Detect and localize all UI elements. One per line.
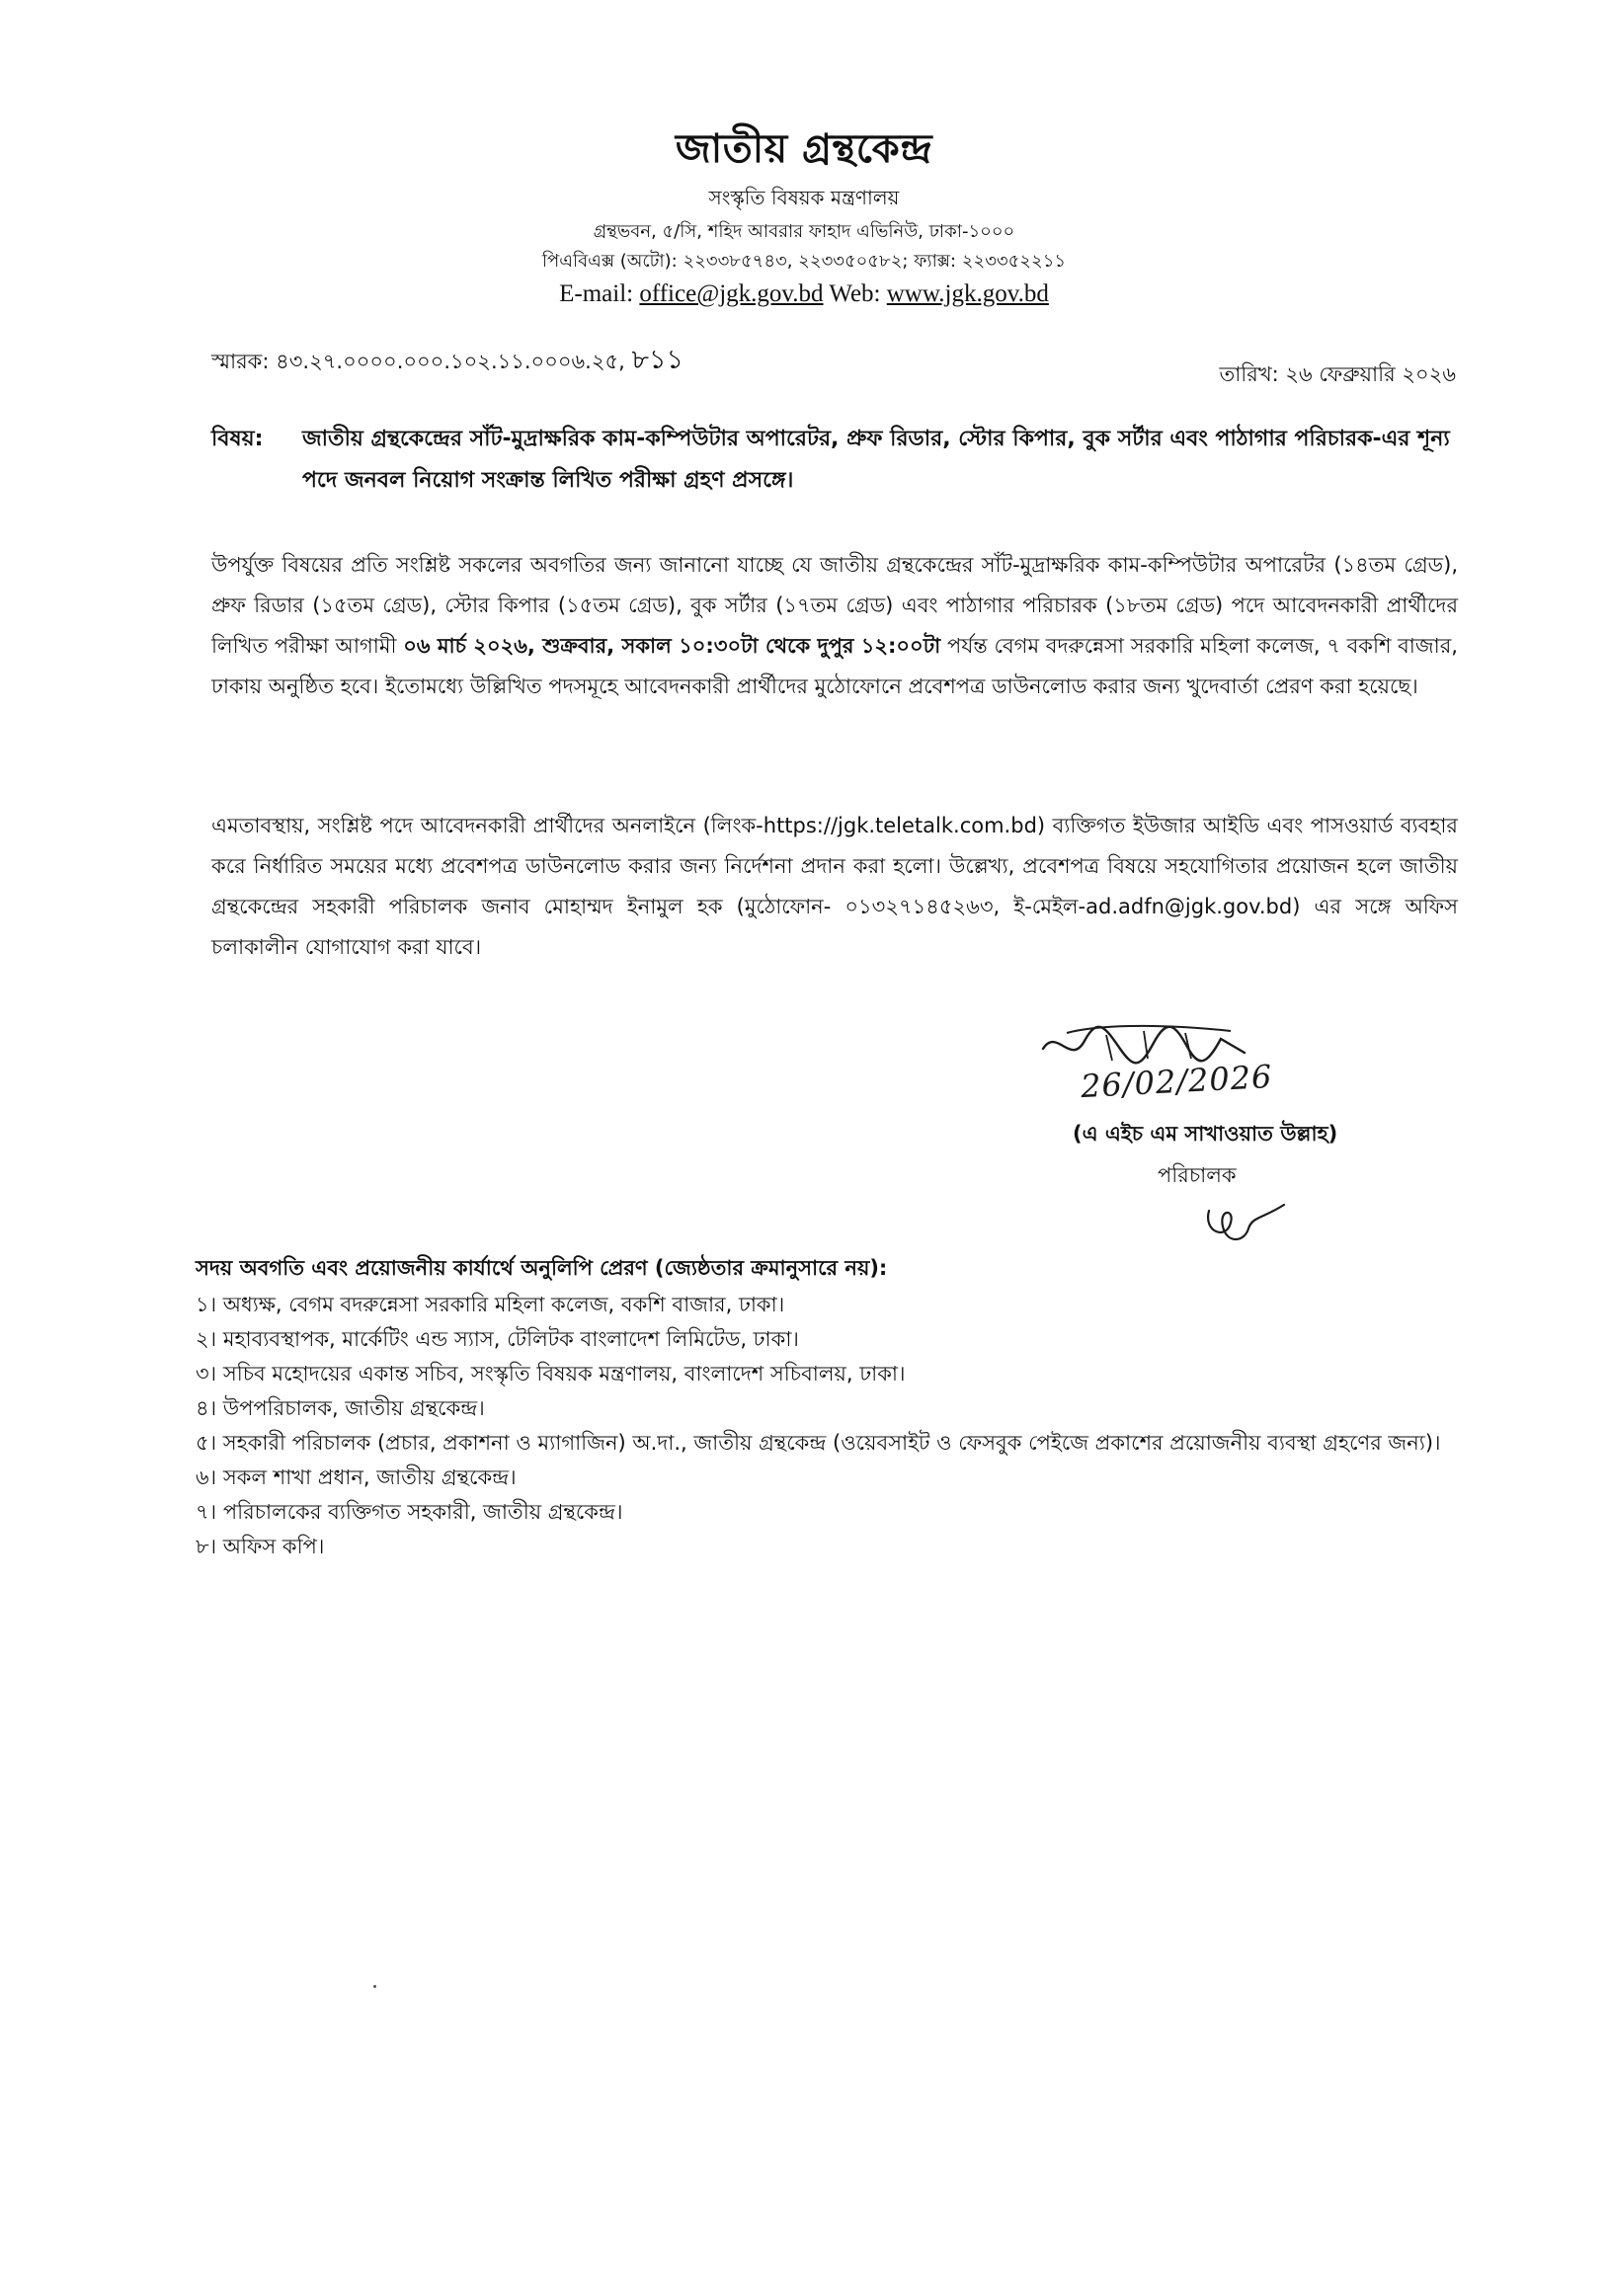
subject-text: জাতীয় গ্রন্থকেন্দ্রের সাঁট-মুদ্রাক্ষরিক কাম-কম্পিউটার অপারেটর, প্রুফ রিডার, স্টোর কিপার, বুক সর্টার এবং পাঠাগার পরিচারক-এর শূন্য পদে জনবল নিয়োগ সংক্রান্ত লিখিত পরীক্ষা গ্রহণ প্রসঙ্গে।	[302, 427, 1450, 493]
signature-block	[1017, 1019, 1491, 1256]
distribution-item-2: ২। মহাব্যবস্থাপক, মার্কেটিং এন্ড স্যাস, টেলিটক বাংলাদেশ লিমিটেড, ঢাকা।	[196, 1327, 799, 1351]
memo-serial: ৮১১	[631, 345, 684, 375]
web-label: Web:	[829, 280, 881, 307]
organization-name: জাতীয় গ্রন্থকেন্দ্র	[675, 126, 933, 172]
exam-date-time: ০৬ মার্চ ২০২৬, শুক্রবার, সকাল ১০:৩০টা থেকে দুপুর ১২:০০টা	[403, 634, 941, 658]
signer-title: পরিচালক	[1158, 1163, 1237, 1187]
signer-name: (এ এইচ এম সাখাওয়াত উল্লাহ)	[1073, 1122, 1338, 1146]
distribution-item-7: ৭। পরিচালকের ব্যক্তিগত সহকারী, জাতীয় গ্রন্থকেন্দ্র।	[196, 1500, 623, 1524]
phone-fax-line: পিএবিএক্স (অটো): ২২৩৩৮৫৭৪৩, ২২৩৩৫০৫৮২; ফ্যাক্স: ২২৩৩৫২২১১	[541, 251, 1067, 272]
scan-speck	[373, 1985, 376, 1988]
distribution-item-4: ৪। উপপরিচালক, জাতীয় গ্রন্থকেন্দ্র।	[196, 1396, 485, 1420]
distribution-title: সদয় অবগতি এবং প্রয়োজনীয় কার্যার্থে অনুলিপি প্রেরণ (জ্যেষ্ঠতার ক্রমানুসারে নয়):	[196, 1256, 888, 1280]
memo-label: স্মারক:	[211, 350, 270, 373]
memo-reference	[211, 343, 683, 379]
web-link[interactable]: www.jgk.gov.bd	[886, 280, 1049, 307]
distribution-items	[196, 1288, 1509, 1564]
memo-number: ৪৩.২৭.০০০০.০০০.১০২.১১.০০০৬.২৫,	[276, 350, 625, 373]
body-paragraph-2: এমতাবস্থায়, সংশ্লিষ্ট পদে আবেদনকারী প্রার্থীদের অনলাইনে (লিংক-https://jgk.teletalk.com.bd) ব্যক্তিগত ইউজার আইডি এবং পাসওয়ার্ড ব্যবহার করে নির্ধারিত সময়ের মধ্যে প্রবেশপত্র ডাউনলোড করার জন্য নির্দেশনা প্রদান করা হলো। উল্লেখ্য, প্রবেশপত্র বিষয়ে সহযোগিতার প্রয়োজন হলে জাতীয় গ্রন্থকেন্দ্রের সহকারী পরিচালক জনাব মোহাম্মদ ইনামুল হক (মুঠোফোন- ০১৩২৭১৪৫২৬৩, ই-মেইল-ad.adfn@jgk.gov.bd) এর সঙ্গে অফিস চলাকালীন যোগাযোগ করা যাবে।	[211, 814, 1458, 959]
distribution-item-6: ৬। সকল শাখা প্রধান, জাতীয় গ্রন্থকেন্দ্র।	[196, 1465, 517, 1489]
email-web-line	[0, 278, 1608, 310]
initials-scribble-icon	[1201, 1193, 1290, 1250]
letterhead	[0, 122, 1608, 310]
distribution-item-8: ৮। অফিস কপি।	[196, 1535, 325, 1558]
distribution-item-1: ১। অধ্যক্ষ, বেগম বদরুন্নেসা সরকারি মহিলা কলেজ, বকশি বাজার, ঢাকা।	[196, 1293, 785, 1316]
subject-label: বিষয়:	[211, 427, 264, 451]
distribution-item-5: ৫। সহকারী পরিচালক (প্রচার, প্রকাশনা ও ম্যাগাজিন) অ.দা., জাতীয় গ্রন্থকেন্দ্র (ওয়েবসাইট ও ফেসবুক পেইজে প্রকাশের প্রয়োজনীয় ব্যবস্থা গ্রহণের জন্য)।	[196, 1431, 1441, 1455]
office-address: গ্রন্থভবন, ৫/সি, শহিদ আবরার ফাহাদ এভিনিউ, ঢাকা-১০০০	[593, 221, 1015, 242]
issue-date: তারিখ: ২৬ ফেব্রুয়ারি ২০২৬	[1219, 362, 1456, 386]
memo-row	[211, 343, 1456, 386]
distribution-item-3: ৩। সচিব মহোদয়ের একান্ত সচিব, সংস্কৃতি বিষয়ক মন্ত্রণালয়, বাংলাদেশ সচিবালয়, ঢাকা।	[196, 1362, 906, 1386]
email-link[interactable]: office@jgk.gov.bd	[639, 280, 824, 307]
paragraph-1-text-b: পর্যন্ত বেগম বদরুন্নেসা সরকারি মহিলা কলেজ, ৭ বকশি বাজার, ঢাকায় অনুষ্ঠিত হবে। ইতোমধ্যে উল্লিখিত পদসমূহে আবেদনকারী প্রার্থীদের মুঠোফোনে প্রবেশপত্র ডাউনলোড করার জন্য খুদেবার্তা প্রেরণ করা হয়েছে।	[211, 634, 1458, 698]
body-paragraph-1	[211, 545, 1458, 707]
ministry-name: সংস্কৃতি বিষয়ক মন্ত্রণালয়	[708, 186, 900, 209]
subject-block	[211, 419, 1458, 502]
distribution-list	[196, 1251, 1509, 1564]
paragraph-1-text-a: উপর্যুক্ত বিষয়ের প্রতি সংশ্লিষ্ট সকলের অবগতির জন্য জানানো যাচ্ছে যে জাতীয় গ্রন্থকেন্দ্রের সাঁট-মুদ্রাক্ষরিক কাম-কম্পিউটার অপারেটর (১৪তম গ্রেড), প্রুফ রিডার (১৫তম গ্রেড), স্টোর কিপার (১৫তম গ্রেড), বুক সর্টার (১৭তম গ্রেড) এবং পাঠাগার পরিচারক (১৮তম গ্রেড) পদে আবেদনকারী প্রার্থীদের লিখিত পরীক্ষা আগামী	[211, 553, 1458, 658]
email-label: E-mail:	[559, 280, 634, 307]
handwritten-date: 26/02/2026	[1080, 1057, 1274, 1106]
